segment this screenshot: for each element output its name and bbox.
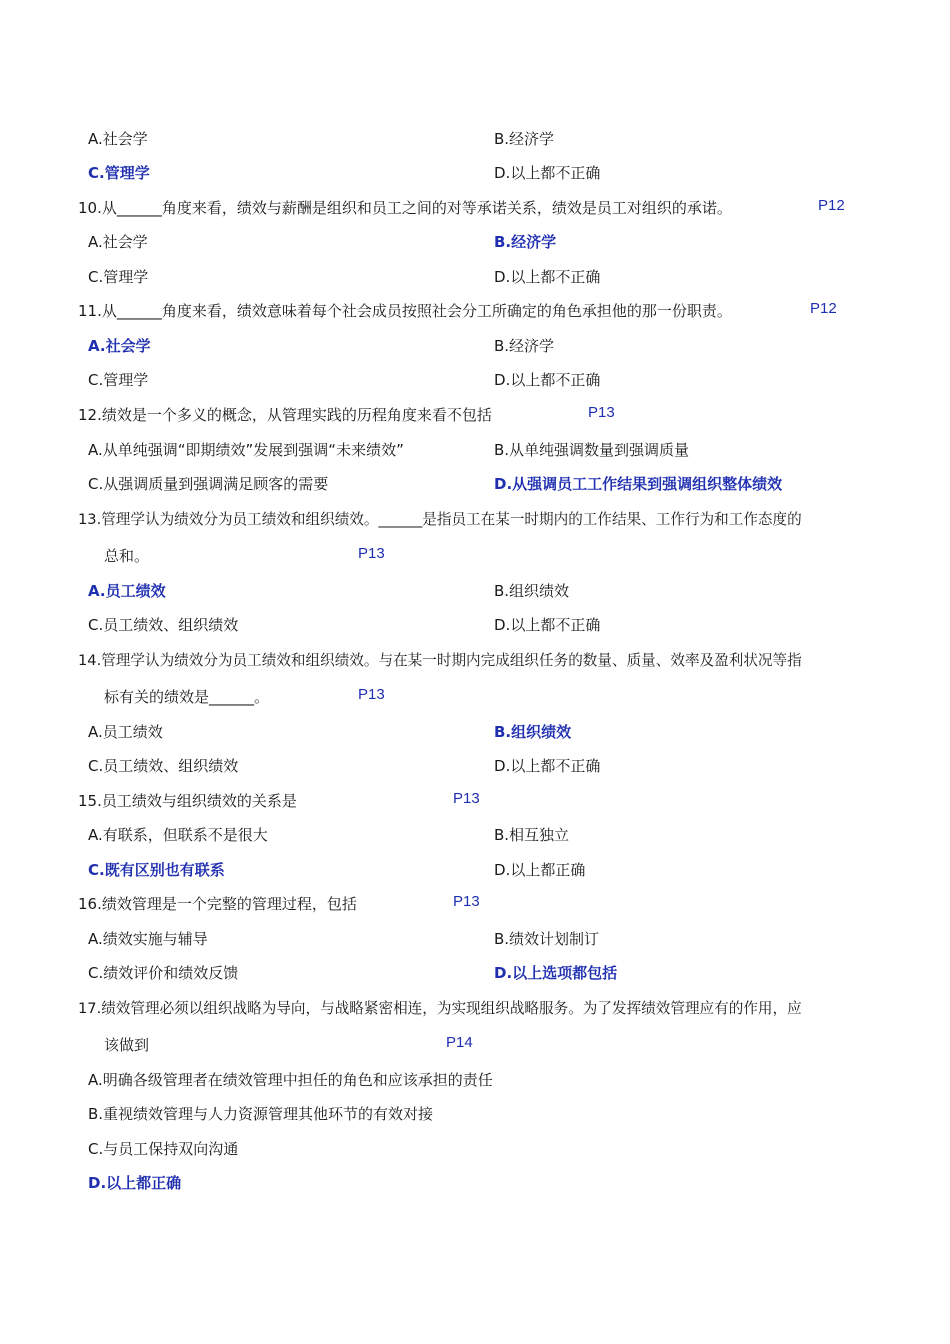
q16-option-d: D.以上选项都包括: [494, 964, 618, 982]
q13-stem: 13.管理学认为绩效分为员工绩效和组织绩效。______是指员工在某一时期内的工作结果、工作行为和工作态度的: [78, 511, 802, 528]
q10-option-b: B.经济学: [494, 233, 557, 251]
q9-option-d: D.以上都不正确: [494, 164, 601, 182]
q15-stem: 15.员工绩效与组织绩效的关系是: [78, 792, 297, 810]
q14-stem: 14.管理学认为绩效分为员工绩效和组织绩效。与在某一时期内完成组织任务的数量、质量、效率及盈利状况等指: [78, 652, 802, 669]
q15-option-c: C.既有区别也有联系: [88, 861, 225, 879]
q13-option-a: A.员工绩效: [88, 582, 166, 600]
q12-page-ref: P13: [588, 404, 615, 421]
q16-option-c: C.绩效评价和绩效反馈: [88, 964, 239, 982]
q11-page-ref: P12: [810, 300, 837, 317]
q9-option-a: A.社会学: [88, 130, 148, 148]
q15-option-b: B.相互独立: [494, 826, 570, 844]
q17-stem-continued: 该做到: [104, 1036, 150, 1054]
q11-option-c: C.管理学: [88, 371, 149, 389]
q17-page-ref: P14: [446, 1034, 473, 1051]
q13-page-ref: P13: [358, 545, 385, 562]
q15-option-a: A.有联系，但联系不是很大: [88, 826, 268, 844]
q16-option-a: A.绩效实施与辅导: [88, 930, 208, 948]
q12-option-c: C.从强调质量到强调满足顾客的需要: [88, 475, 329, 493]
q10-option-c: C.管理学: [88, 268, 149, 286]
q13-option-b: B.组织绩效: [494, 582, 570, 600]
q12-stem: 12.绩效是一个多义的概念，从管理实践的历程角度来看不包括: [78, 406, 492, 424]
q12-option-b: B.从单纯强调数量到强调质量: [494, 441, 690, 459]
q16-page-ref: P13: [453, 893, 480, 910]
q10-stem: 10.从______角度来看，绩效与薪酬是组织和员工之间的对等承诺关系，绩效是员工对组织的承诺。: [78, 199, 732, 217]
q9-option-c: C.管理学: [88, 164, 150, 182]
q10-option-d: D.以上都不正确: [494, 268, 601, 286]
q10-page-ref: P12: [818, 197, 845, 214]
q17-option-a: A.明确各级管理者在绩效管理中担任的角色和应该承担的责任: [88, 1071, 493, 1089]
q13-stem-continued: 总和。: [104, 547, 150, 565]
q14-page-ref: P13: [358, 686, 385, 703]
q11-option-d: D.以上都不正确: [494, 371, 601, 389]
q14-option-a: A.员工绩效: [88, 723, 163, 741]
q10-option-a: A.社会学: [88, 233, 148, 251]
q9-option-b: B.经济学: [494, 130, 555, 148]
q14-option-d: D.以上都不正确: [494, 757, 601, 775]
q15-page-ref: P13: [453, 790, 480, 807]
q13-option-c: C.员工绩效、组织绩效: [88, 616, 239, 634]
q16-stem: 16.绩效管理是一个完整的管理过程，包括: [78, 895, 357, 913]
q13-option-d: D.以上都不正确: [494, 616, 601, 634]
q11-option-b: B.经济学: [494, 337, 555, 355]
q15-option-d: D.以上都正确: [494, 861, 586, 879]
q17-option-c: C.与员工保持双向沟通: [88, 1140, 239, 1158]
q17-stem: 17.绩效管理必须以组织战略为导向，与战略紧密相连，为实现组织战略服务。为了发挥绩效管理应有的作用，应: [78, 1000, 802, 1017]
q12-option-a: A.从单纯强调“即期绩效”发展到强调“未来绩效”: [88, 441, 404, 459]
q14-option-b: B.组织绩效: [494, 723, 572, 741]
q11-stem: 11.从______角度来看，绩效意味着每个社会成员按照社会分工所确定的角色承担他的那一份职责。: [78, 302, 732, 320]
q16-option-b: B.绩效计划制订: [494, 930, 600, 948]
q17-option-d: D.以上都正确: [88, 1174, 182, 1192]
q12-option-d: D.从强调员工工作结果到强调组织整体绩效: [494, 475, 783, 493]
q11-option-a: A.社会学: [88, 337, 151, 355]
q14-option-c: C.员工绩效、组织绩效: [88, 757, 239, 775]
q14-stem-continued: 标有关的绩效是______。: [104, 688, 270, 706]
q17-option-b: B.重视绩效管理与人力资源管理其他环节的有效对接: [88, 1105, 434, 1123]
